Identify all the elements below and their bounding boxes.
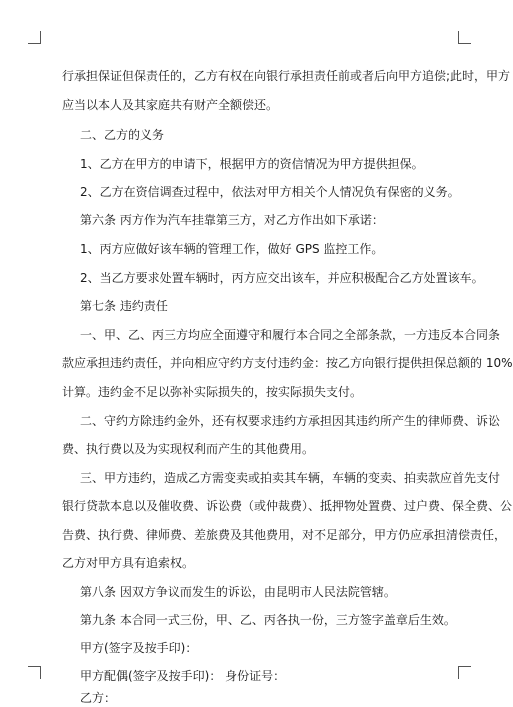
text-line: 二、守约方除违约金外，还有权要求违约方承担因其违约所产生的律师费、诉讼 <box>80 414 501 428</box>
text-line: 2、当乙方要求处置车辆时，丙方应交出该车，并应积极配合乙方处置该车。 <box>80 271 484 285</box>
article-heading: 第六条 丙方作为汽车挂靠第三方，对乙方作出如下承诺： <box>80 213 384 227</box>
article-heading: 第九条 本合同一式三份，甲、乙、丙各执一份，三方签字盖章后生效。 <box>80 613 456 627</box>
signature-line: 甲方配偶(签字及按手印)： 身份证号： <box>80 669 286 683</box>
text-line: 费、执行费以及为实现权利而产生的其他费用。 <box>62 442 315 456</box>
crop-mark-bottom-left <box>28 666 41 679</box>
signature-line: 乙方： <box>80 691 117 705</box>
article-heading: 第七条 违约责任 <box>80 299 168 313</box>
text-line: 乙方对甲方具有追索权。 <box>62 556 195 570</box>
crop-mark-top-right <box>458 31 471 44</box>
text-line: 应当以本人及其家庭共有财产全额偿还。 <box>62 98 279 112</box>
text-line: 1、丙方应做好该车辆的管理工作，做好 GPS 监控工作。 <box>80 242 384 256</box>
text-line: 告费、执行费、律师费、差旅费及其他费用，对不足部分，甲方仍应承担清偿责任， <box>62 528 507 542</box>
crop-mark-bottom-right <box>458 666 471 679</box>
text-line: 2、乙方在资信调查过程中，依法对甲方相关个人情况负有保密的义务。 <box>80 185 460 199</box>
section-heading: 二、乙方的义务 <box>80 128 165 142</box>
text-line: 1、乙方在甲方的申请下，根据甲方的资信情况为甲方提供担保。 <box>80 157 424 171</box>
text-line: 计算。违约金不足以弥补实际损失的，按实际损失支付。 <box>62 385 363 399</box>
text-line: 一、甲、乙、丙三方均应全面遵守和履行本合同之全部条款，一方违反本合同条 <box>80 328 501 342</box>
text-line: 银行贷款本息以及催收费、诉讼费（或仲裁费）、抵押物处置费、过户费、保全费、公 <box>62 499 513 513</box>
text-line: 行承担保证但保责任的，乙方有权在向银行承担责任前或者后向甲方追偿;此时，甲方 <box>62 69 511 83</box>
text-line: 三、甲方违约，造成乙方需变卖或拍卖其车辆，车辆的变卖、拍卖款应首先支付 <box>80 471 501 485</box>
signature-line: 甲方(签字及按手印)： <box>80 641 198 655</box>
article-heading: 第八条 因双方争议而发生的诉讼，由昆明市人民法院管辖。 <box>80 585 396 599</box>
crop-mark-top-left <box>28 31 41 44</box>
text-line: 款应承担违约责任，并向相应守约方支付违约金：按乙方向银行提供担保总额的 10% <box>62 356 513 370</box>
